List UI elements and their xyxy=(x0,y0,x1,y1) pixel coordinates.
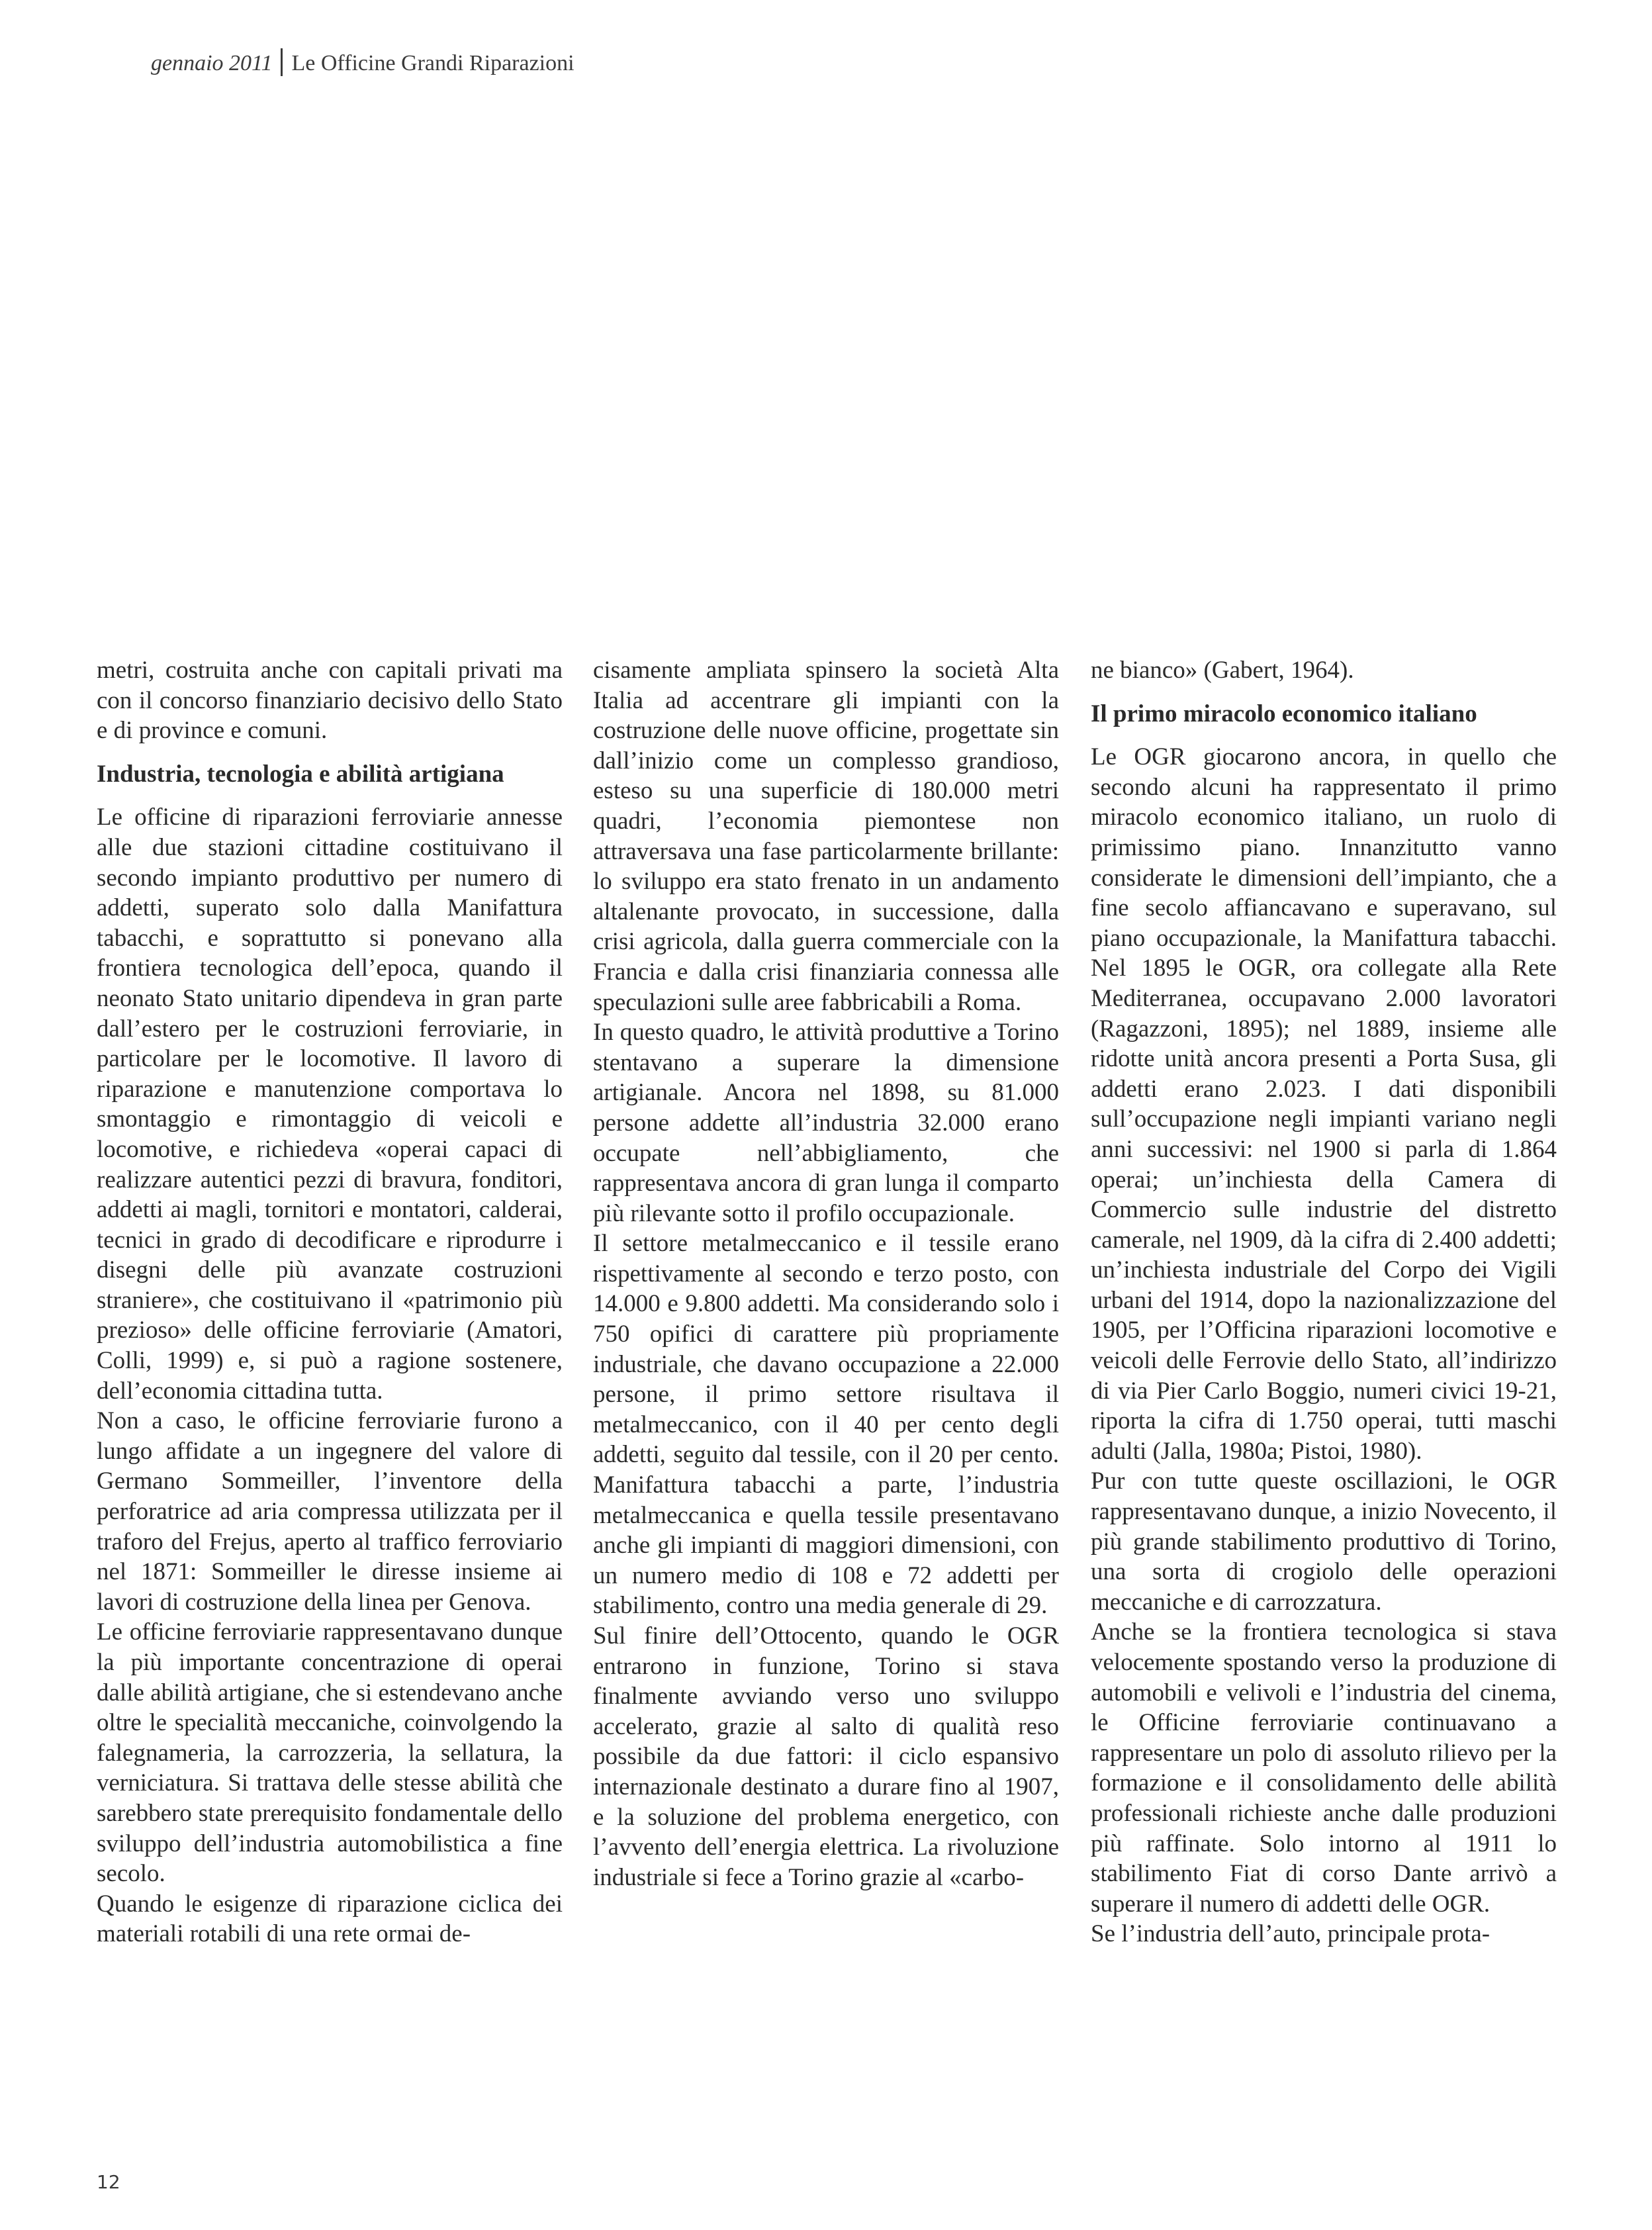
header-title: Le Officine Grandi Riparazioni xyxy=(291,51,574,75)
paragraph: Anche se la frontiera tecnologica si stava velocemente spostando verso la produzione di automobili e velivoli e l’industria del cinema, le Officine ferroviarie continuavano a rappresentare un polo di assoluto rilievo per la formazione e il consolidamento delle abilità professionali richieste anche dalle produzioni più raffinate. Solo intorno al 1911 lo stabilimento Fiat di corso Dante arrivò a superare il numero di addetti delle OGR. xyxy=(1091,1618,1557,1918)
paragraph: cisamente ampliata spinsero la società Alta Italia ad accentrare gli impianti con la costruzione delle nuove officine, progettate sin dall’inizio come un complesso grandioso, esteso su una superficie di 180.000 metri quadri, l’economia piemontese non attraversava una fase particolarmente brillante: lo sviluppo era stato frenato in un andamento altalenante provocato, in successione, dalla crisi agricola, dalla guerra commerciale con la Francia e dalla crisi finanziaria connessa alle speculazioni sulle aree fabbricabili a Roma. xyxy=(593,657,1059,1016)
section-heading: Industria, tecnologia e abilità artigiana xyxy=(97,760,504,788)
section-heading: Il primo miracolo economico italiano xyxy=(1091,700,1477,727)
paragraph: Le OGR giocarono ancora, in quello che secondo alcuni ha rappresentato il primo miracolo economico italiano, un ruolo di primissimo piano. Innanzitutto vanno considerate le dimensioni dell’impianto, che a fine secolo affiancavano e superavano, sul piano occupazionale, la Manifattura tabacchi. Nel 1895 le OGR, ora collegate alla Rete Mediterranea, occupavano 2.000 lavoratori (Ragazzoni, 1895); nel 1889, insieme alle ridotte unità ancora presenti a Porta Susa, gli addetti erano 2.023. I dati disponibili sull’occupazione negli impianti variano negli anni successivi: nel 1900 si parla di 1.864 operai; un’inchiesta della Camera di Commercio sulle industrie del distretto camerale, nel 1909, dà la cifra di 2.400 addetti; un’inchiesta industriale del Corpo dei Vigili urbani del 1914, dopo la nazionalizzazione del 1905, per l’Officina riparazioni locomotive e veicoli delle Ferrovie dello Stato, all’indirizzo di via Pier Carlo Boggio, numeri civici 19-21, riporta la cifra di 1.750 operai, tutti maschi adulti (Jalla, 1980a; Pistoi, 1980). xyxy=(1091,743,1557,1465)
header-date: gennaio 2011 xyxy=(151,51,273,75)
running-header xyxy=(151,48,574,79)
paragraph: Pur con tutte queste oscillazioni, le OGR rappresentavano dunque, a inizio Novecento, il più grande stabilimento produttivo di Torino, una sorta di crogiolo delle operazioni meccaniche e di carrozzatura. xyxy=(1091,1467,1557,1616)
paragraph: Se l’industria dell’auto, principale prota- xyxy=(1091,1920,1491,1948)
paragraph: Le officine di riparazioni ferroviarie annesse alle due stazioni cittadine costituivano il secondo impianto produttivo per numero di addetti, superato solo dalla Manifattura tabacchi, e soprattutto si ponevano alla frontiera tecnologica dell’epoca, quando il neonato Stato unitario dipendeva in gran parte dall’estero per le costruzioni ferroviarie, in particolare per le locomotive. Il lavoro di riparazione e manutenzione comportava lo smontaggio e rimontaggio di veicoli e locomotive, e richiedeva «operai capaci di realizzare autentici pezzi di bravura, fonditori, addetti ai magli, tornitori e montatori, calderai, tecnici in grado di decodificare e riprodurre i disegni delle più avanzate costruzioni straniere», che costituivano il «patrimonio più prezioso» delle officine ferroviarie (Amatori, Colli, 1999) e, si può a ragione sostenere, dell’economia cittadina tutta. xyxy=(97,804,563,1405)
text-column-2 xyxy=(593,655,1059,1892)
paragraph: Quando le esigenze di riparazione ciclica dei materiali rotabili di una rete ormai de- xyxy=(97,1890,563,1948)
text-column-3 xyxy=(1091,655,1557,1949)
paragraph: Non a caso, le officine ferroviarie furono a lungo affidate a un ingegnere del valore di Germano Sommeiller, l’inventore della perforatrice ad aria compressa utilizzata per il traforo del Frejus, aperto al traffico ferroviario nel 1871: Sommeiller le diresse insieme ai lavori di costruzione della linea per Genova. xyxy=(97,1407,563,1616)
text-column-1 xyxy=(97,655,563,1949)
paragraph: Il settore metalmeccanico e il tessile erano rispettivamente al secondo e terzo posto, con 14.000 e 9.800 addetti. Ma considerando solo i 750 opifici di carattere più propriamente industriale, che davano occupazione a 22.000 persone, il primo settore risultava il metalmeccanico, con il 40 per cento degli addetti, seguito dal tessile, con il 20 per cento. Manifattura tabacchi a parte, l’industria metalmeccanica e quella tessile presentavano anche gli impianti di maggiori dimensioni, con un numero medio di 108 e 72 addetti per stabilimento, contro una media generale di 29. xyxy=(593,1230,1059,1620)
page-number: 12 xyxy=(97,2171,120,2193)
paragraph: metri, costruita anche con capitali privati ma con il concorso finanziario decisivo dello Stato e di province e comuni. xyxy=(97,657,563,745)
paragraph: ne bianco» (Gabert, 1964). xyxy=(1091,657,1354,684)
paragraph: Le officine ferroviarie rappresentavano dunque la più importante concentrazione di operai dalle abilità artigiane, che si estendevano anche oltre le specialità meccaniche, coinvolgendo la falegnameria, la carrozzeria, la sellatura, la verniciatura. Si trattava delle stesse abilità che sarebbero state prerequisito fondamentale dello sviluppo dell’industria automobilistica a fine secolo. xyxy=(97,1618,563,1888)
paragraph: In questo quadro, le attività produttive a Torino stentavano a superare la dimensione artigianale. Ancora nel 1898, su 81.000 persone addette all’industria 32.000 erano occupate nell’abbigliamento, che rappresentava ancora di gran lunga il comparto più rilevante sotto il profilo occupazionale. xyxy=(593,1019,1059,1227)
header-separator xyxy=(281,48,283,76)
paragraph: Sul finire dell’Ottocento, quando le OGR entrarono in funzione, Torino si stava finalmente avviando verso uno sviluppo accelerato, grazie al salto di qualità reso possibile da due fattori: il ciclo espansivo internazionale destinato a durare fino al 1907, e la soluzione del problema energetico, con l’avvento dell’energia elettrica. La rivoluzione industriale si fece a Torino grazie al «carbo- xyxy=(593,1622,1059,1891)
